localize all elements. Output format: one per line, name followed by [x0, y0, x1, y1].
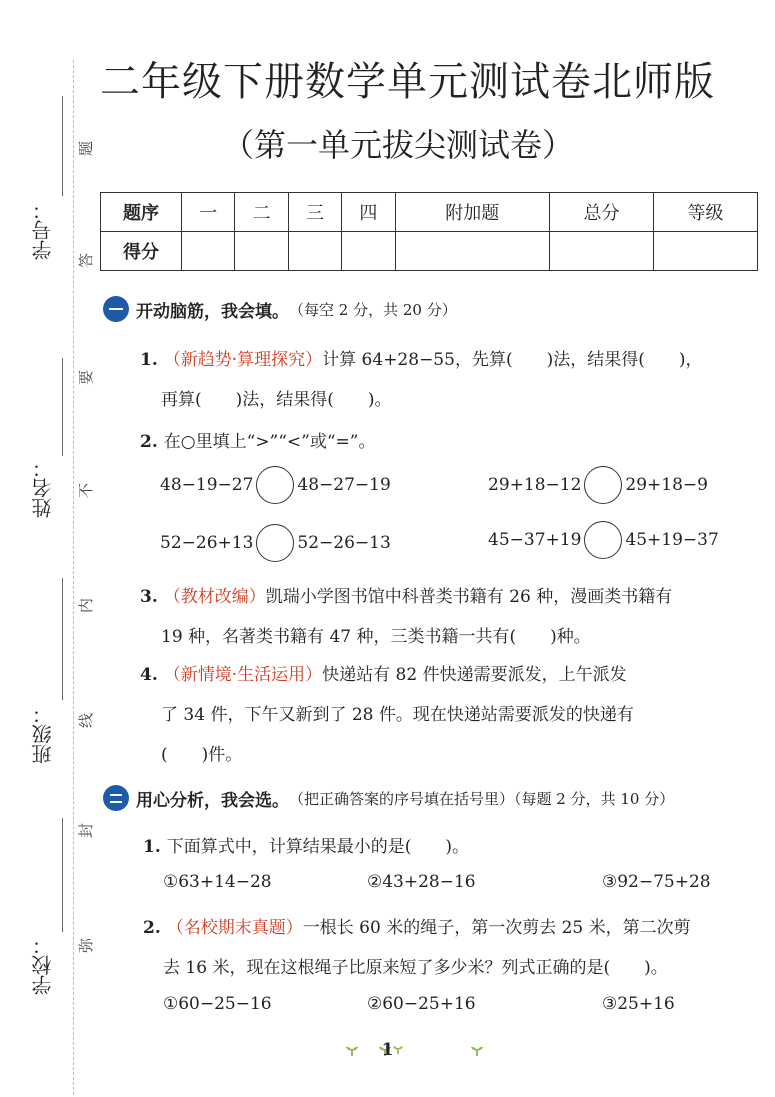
- question-text: 下面算式中，计算结果最小的是( )。: [166, 837, 470, 857]
- student-name-label: 姓名：: [31, 458, 55, 518]
- school-blank: [62, 818, 63, 932]
- score-header-cell: 三: [288, 193, 341, 232]
- compare-answer-circle[interactable]: [584, 466, 622, 504]
- section-number-two-icon: [103, 785, 129, 811]
- compare-answer-circle[interactable]: [584, 521, 622, 559]
- choice-option[interactable]: ③25+16: [602, 994, 675, 1014]
- score-header-cell: 题序: [101, 193, 182, 232]
- question-number: 4.: [140, 665, 158, 685]
- seal-char: 内: [77, 597, 96, 614]
- question-tag: （新趋势·算理探究）: [163, 350, 323, 370]
- question-1-3: [140, 582, 672, 607]
- section-number-one-icon: [103, 296, 129, 322]
- question-tag: （教材改编）: [163, 587, 266, 607]
- choice-option[interactable]: ②60−25+16: [367, 994, 476, 1014]
- question-number: 2.: [140, 432, 158, 452]
- question-text: 凯瑞小学图书馆中科普类书籍有 26 种，漫画类书籍有: [265, 587, 673, 607]
- score-cell[interactable]: [182, 232, 235, 271]
- question-1-4-continued: ( )件。: [161, 745, 243, 765]
- question-number: 1.: [140, 350, 158, 370]
- score-header-cell: 二: [235, 193, 288, 232]
- student-id-label: 学号：: [31, 200, 55, 260]
- class-label: 班级：: [31, 704, 55, 764]
- score-cell[interactable]: [235, 232, 288, 271]
- question-text: 计算 64+28−55，先算( )法，结果得( )，: [322, 350, 703, 370]
- compare-answer-circle[interactable]: [256, 466, 294, 504]
- score-table-header-row: [101, 193, 758, 232]
- compare-left: 29+18−12: [488, 475, 582, 495]
- exam-title: 二年级下册数学单元测试卷北师版: [100, 59, 715, 105]
- seal-char: 封: [77, 822, 96, 839]
- question-tag: （名校期末真题）: [166, 918, 303, 938]
- section-1-scoring-note: （每空 2 分，共 20 分）: [289, 300, 457, 319]
- score-cell[interactable]: [342, 232, 395, 271]
- question-1-1: [140, 345, 702, 370]
- score-cell[interactable]: [653, 232, 757, 271]
- compare-left: 52−26+13: [160, 533, 254, 553]
- seal-char: 答: [77, 252, 96, 269]
- section-2-heading: [103, 785, 674, 811]
- student-name-blank: [62, 358, 63, 456]
- question-2-2-continued: 去 16 米，现在这根绳子比原来短了多少米？列式正确的是( )。: [163, 958, 668, 978]
- score-cell[interactable]: [550, 232, 654, 271]
- question-text: 在○里填上“>”“<”或“=”。: [163, 432, 376, 452]
- score-header-cell: 一: [182, 193, 235, 232]
- compare-left: 45−37+19: [488, 530, 582, 550]
- score-header-cell: 四: [342, 193, 395, 232]
- compare-right: 29+18−9: [625, 475, 708, 495]
- score-header-cell: 附加题: [395, 193, 550, 232]
- question-number: 3.: [140, 587, 158, 607]
- section-1-title: 开动脑筋，我会填。: [136, 301, 289, 322]
- score-table: [100, 192, 758, 271]
- choice-option[interactable]: ①63+14−28: [163, 872, 272, 892]
- compare-right: 48−27−19: [297, 475, 391, 495]
- compare-item: [160, 524, 391, 562]
- school-label: 学校：: [31, 935, 55, 995]
- question-1-4-continued: 了 34 件，下午又新到了 28 件。现在快递站需要派发的快递有: [161, 705, 634, 725]
- question-1-1-continued: 再算( )法，结果得( )。: [161, 390, 392, 410]
- seal-char: 要: [77, 369, 96, 386]
- seal-char: 不: [77, 482, 96, 499]
- choice-option[interactable]: ③92−75+28: [602, 872, 711, 892]
- question-number: 1.: [143, 837, 161, 857]
- question-2-2: [143, 913, 691, 938]
- class-blank: [62, 578, 63, 700]
- compare-item: [488, 466, 708, 504]
- section-1-heading: [103, 296, 457, 322]
- seal-char: 题: [77, 140, 96, 157]
- exam-subtitle: （第一单元拔尖测试卷）: [222, 126, 575, 164]
- question-text: 一根长 60 米的绳子，第一次剪去 25 米，第二次剪: [302, 918, 691, 938]
- question-1-2: [140, 427, 375, 452]
- question-text: 快递站有 82 件快递需要派发，上午派发: [322, 665, 627, 685]
- seal-char: 线: [77, 712, 96, 729]
- compare-right: 52−26−13: [297, 533, 391, 553]
- compare-left: 48−19−27: [160, 475, 254, 495]
- question-tag: （新情境·生活运用）: [163, 665, 323, 685]
- question-2-1: [143, 832, 469, 857]
- question-number: 2.: [143, 918, 161, 938]
- score-row-label: 得分: [101, 232, 182, 271]
- compare-answer-circle[interactable]: [256, 524, 294, 562]
- compare-item: [488, 521, 719, 559]
- compare-item: [160, 466, 391, 504]
- choice-option[interactable]: ②43+28−16: [367, 872, 476, 892]
- score-header-cell: 等级: [653, 193, 757, 232]
- seal-char: 弥: [77, 937, 96, 954]
- sprout-icon: [470, 1043, 484, 1057]
- student-id-blank: [62, 96, 63, 196]
- section-2-scoring-note: （把正确答案的序号填在括号里）（每题 2 分，共 10 分）: [289, 789, 675, 808]
- score-cell[interactable]: [288, 232, 341, 271]
- question-1-3-continued: 19 种，名著类书籍有 47 种，三类书籍一共有( )种。: [161, 627, 591, 647]
- choice-option[interactable]: ①60−25−16: [163, 994, 272, 1014]
- score-cell[interactable]: [395, 232, 550, 271]
- question-1-4: [140, 660, 627, 685]
- score-header-cell: 总分: [550, 193, 654, 232]
- score-table-score-row: [101, 232, 758, 271]
- binding-fold-line: [73, 60, 74, 1095]
- section-2-title: 用心分析，我会选。: [136, 790, 289, 811]
- page-number: 1: [381, 1040, 394, 1060]
- compare-right: 45+19−37: [625, 530, 719, 550]
